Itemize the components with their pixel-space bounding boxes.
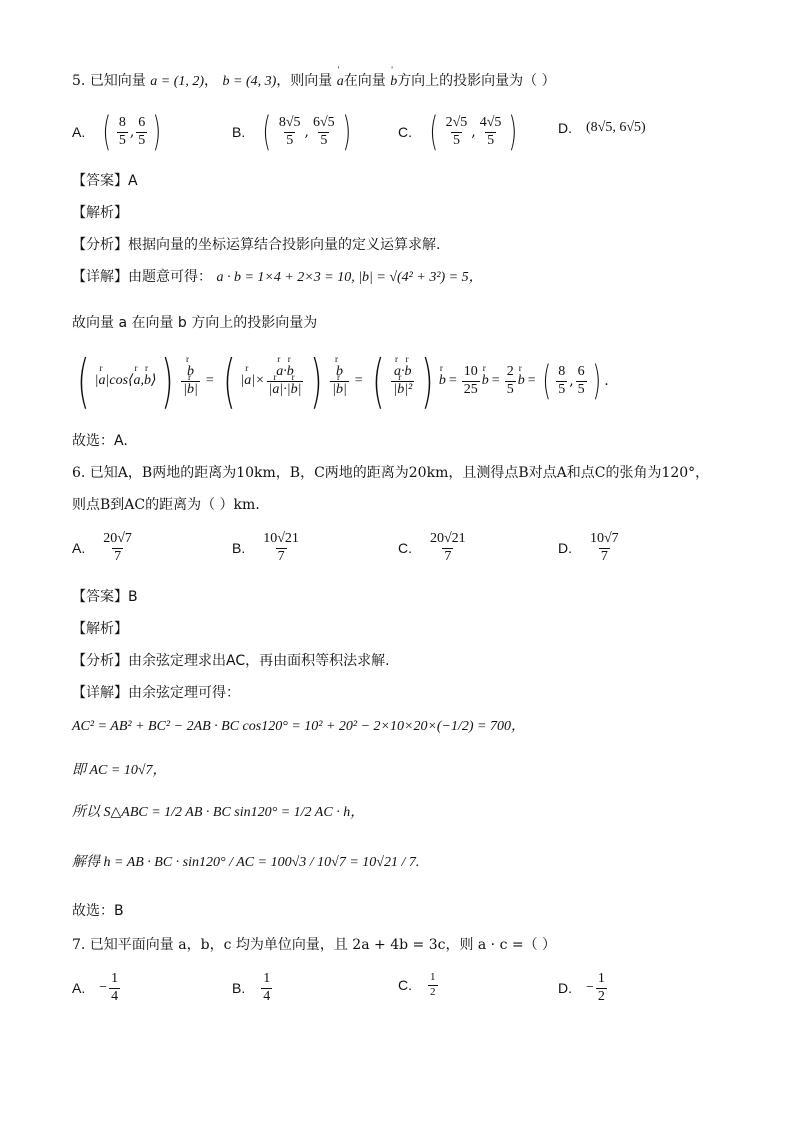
option-label: A. — [72, 124, 86, 140]
frac-den: 7 — [444, 548, 452, 564]
q5-vector-a-def: a = (1, 2) — [150, 74, 205, 89]
option-label: D. — [558, 120, 572, 136]
option-label: C. — [398, 540, 412, 557]
option-d-value: (8√5, 6√5) — [586, 120, 646, 135]
q5-stem-mid: ，则向量 — [276, 73, 333, 89]
frac-num: 1 — [430, 971, 436, 983]
option-label: A. — [72, 540, 86, 557]
q5-number: 5. — [72, 73, 86, 89]
q7-stem: 7. 已知平面向量 a，b，c 均为单位向量，且 2a + 4b = 3c，则 a · c =（ ） — [72, 937, 557, 953]
option-label: C. — [398, 124, 412, 140]
option-label: B. — [232, 540, 246, 557]
frac-num: 8√5 — [278, 114, 301, 130]
frac-num: 4√5 — [479, 114, 502, 130]
q5-option-d — [558, 120, 646, 136]
q6-conclusion: 故选：B — [72, 903, 124, 919]
q6-option-a — [72, 532, 136, 564]
frac-num: 20√21 — [430, 531, 466, 546]
q5-option-b: B. ( $\frac{8√5}{5}$ , $\frac{6√5}{5}$ ) — [232, 109, 351, 155]
frac-den: 7 — [277, 548, 285, 564]
q5-stem-in: 在向量 — [343, 73, 386, 89]
frac-num: 6√5 — [312, 114, 335, 130]
q6-detail-head: 【详解】由余弦定理可得： — [72, 685, 240, 701]
frac-num: 8 — [118, 114, 126, 130]
frac-num: 10√21 — [263, 531, 299, 546]
option-label: A. — [72, 980, 86, 997]
frac-den: 5 — [138, 132, 146, 148]
q5-projection-formula: ( |r a|cos⟨r a,r b⟩ ) r $\frac{b}{\text{|r b|}}$ = ( |r a|× r $\frac{\text{a·r b}}{\text{|r a|·|r b|}}$ ) r $\frac{b}{\text{|r b|}}$ = ( r $\frac{\text{a·r b}}{\text{|r b|²}}$ ) r b = $\frac{10}{25}$ r b = $\frac{2}{5}$ r b = ( $\frac{8}{5}$ , $\frac{6}{5}$ ) . — [72, 352, 609, 410]
frac-den: 5 — [452, 132, 460, 148]
q5-answer: 【答案】A — [72, 173, 138, 189]
q6-option-c — [398, 532, 470, 564]
q5-comma: ， — [204, 73, 219, 89]
q7-option-a — [72, 972, 122, 1004]
q5-stem-pre: 已知向量 — [89, 73, 146, 89]
frac-num: 6 — [138, 114, 146, 130]
q5-conclusion: 故选：A. — [72, 433, 128, 449]
frac-num: 20√7 — [103, 531, 132, 546]
q5-vector-b: ' b — [390, 75, 397, 89]
q6-equation-3: 所以 S△ABC = 1/2 AB · BC sin120° = 1/2 AC · h， — [72, 805, 365, 820]
q5-option-c: C. ( $\frac{2√5}{5}$ , $\frac{4√5}{5}$ ) — [398, 109, 518, 155]
q6-stem-line2: 则点B到AC的距离为（ ）km． — [72, 497, 270, 513]
q6-equation-2: 即 AC = 10√7， — [72, 763, 167, 778]
q5-analysis-text: 【分析】根据向量的坐标运算结合投影向量的定义运算求解. — [72, 237, 441, 253]
q6-analysis-text: 【分析】由余弦定理求出AC，再由面积等积法求解. — [72, 653, 390, 669]
frac-den: 2 — [597, 988, 605, 1004]
option-sign: − — [99, 980, 108, 996]
frac-den: 5 — [118, 132, 126, 148]
q5-analysis-heading: 【解析】 — [72, 205, 128, 221]
frac-num: 1 — [597, 971, 605, 986]
option-label: C. — [398, 977, 412, 994]
q6-analysis-heading: 【解析】 — [72, 621, 128, 637]
q6-equation-4: 解得 h = AB · BC · sin120° / AC = 100√3 / 10√7 = 10√21 / 7. — [72, 855, 420, 870]
q5-vector-a: ' a — [337, 75, 344, 89]
q7-option-b — [232, 972, 274, 1004]
option-label: D. — [558, 980, 572, 997]
frac-num: 2√5 — [445, 114, 468, 130]
frac-num: 10√7 — [590, 531, 619, 546]
q6-equation-1: AC² = AB² + BC² − 2AB · BC cos120° = 10² + 20² − 2×10×20×(−1/2) = 700， — [72, 719, 526, 734]
q6-option-d — [558, 532, 623, 564]
frac-num: 1 — [111, 971, 119, 986]
frac-den: 5 — [320, 132, 328, 148]
q7-option-d — [558, 972, 609, 1004]
option-sign: − — [586, 980, 594, 996]
frac-den: 7 — [114, 548, 122, 564]
q7-option-c — [398, 972, 440, 998]
q5-vector-b-def: b = (4, 3) — [222, 74, 277, 89]
q5-stem — [72, 74, 556, 89]
q6-stem-line1: 6. 已知A，B两地的距离为10km，B，C两地的距离为20km，且测得点B对点A和点C的张角为120°， — [72, 465, 710, 481]
q5-projection-intro: 故向量 a 在向量 b 方向上的投影向量为 — [72, 315, 318, 331]
q5-detail-math: a · b = 1×4 + 2×3 = 10, |b| = √(4² + 3²) = 5， — [216, 270, 483, 285]
q5-stem-post: 方向上的投影向量为（ ） — [397, 73, 556, 89]
frac-num: 1 — [263, 971, 271, 986]
option-label: B. — [232, 124, 246, 140]
frac-den: 2 — [430, 985, 436, 998]
q6-option-b — [232, 532, 303, 564]
frac-den: 7 — [600, 548, 608, 564]
option-label: D. — [558, 540, 572, 557]
q5-detail — [72, 270, 483, 285]
option-label: B. — [232, 980, 246, 997]
q5-option-a: A. ( $\frac{8}{5}$ , $\frac{6}{5}$ ) — [72, 109, 162, 155]
frac-den: 5 — [487, 132, 495, 148]
frac-den: 4 — [263, 988, 271, 1004]
q5-detail-head: 【详解】由题意可得： — [72, 269, 212, 285]
q6-answer: 【答案】B — [72, 589, 138, 605]
frac-den: 4 — [111, 988, 119, 1004]
frac-den: 5 — [286, 132, 294, 148]
